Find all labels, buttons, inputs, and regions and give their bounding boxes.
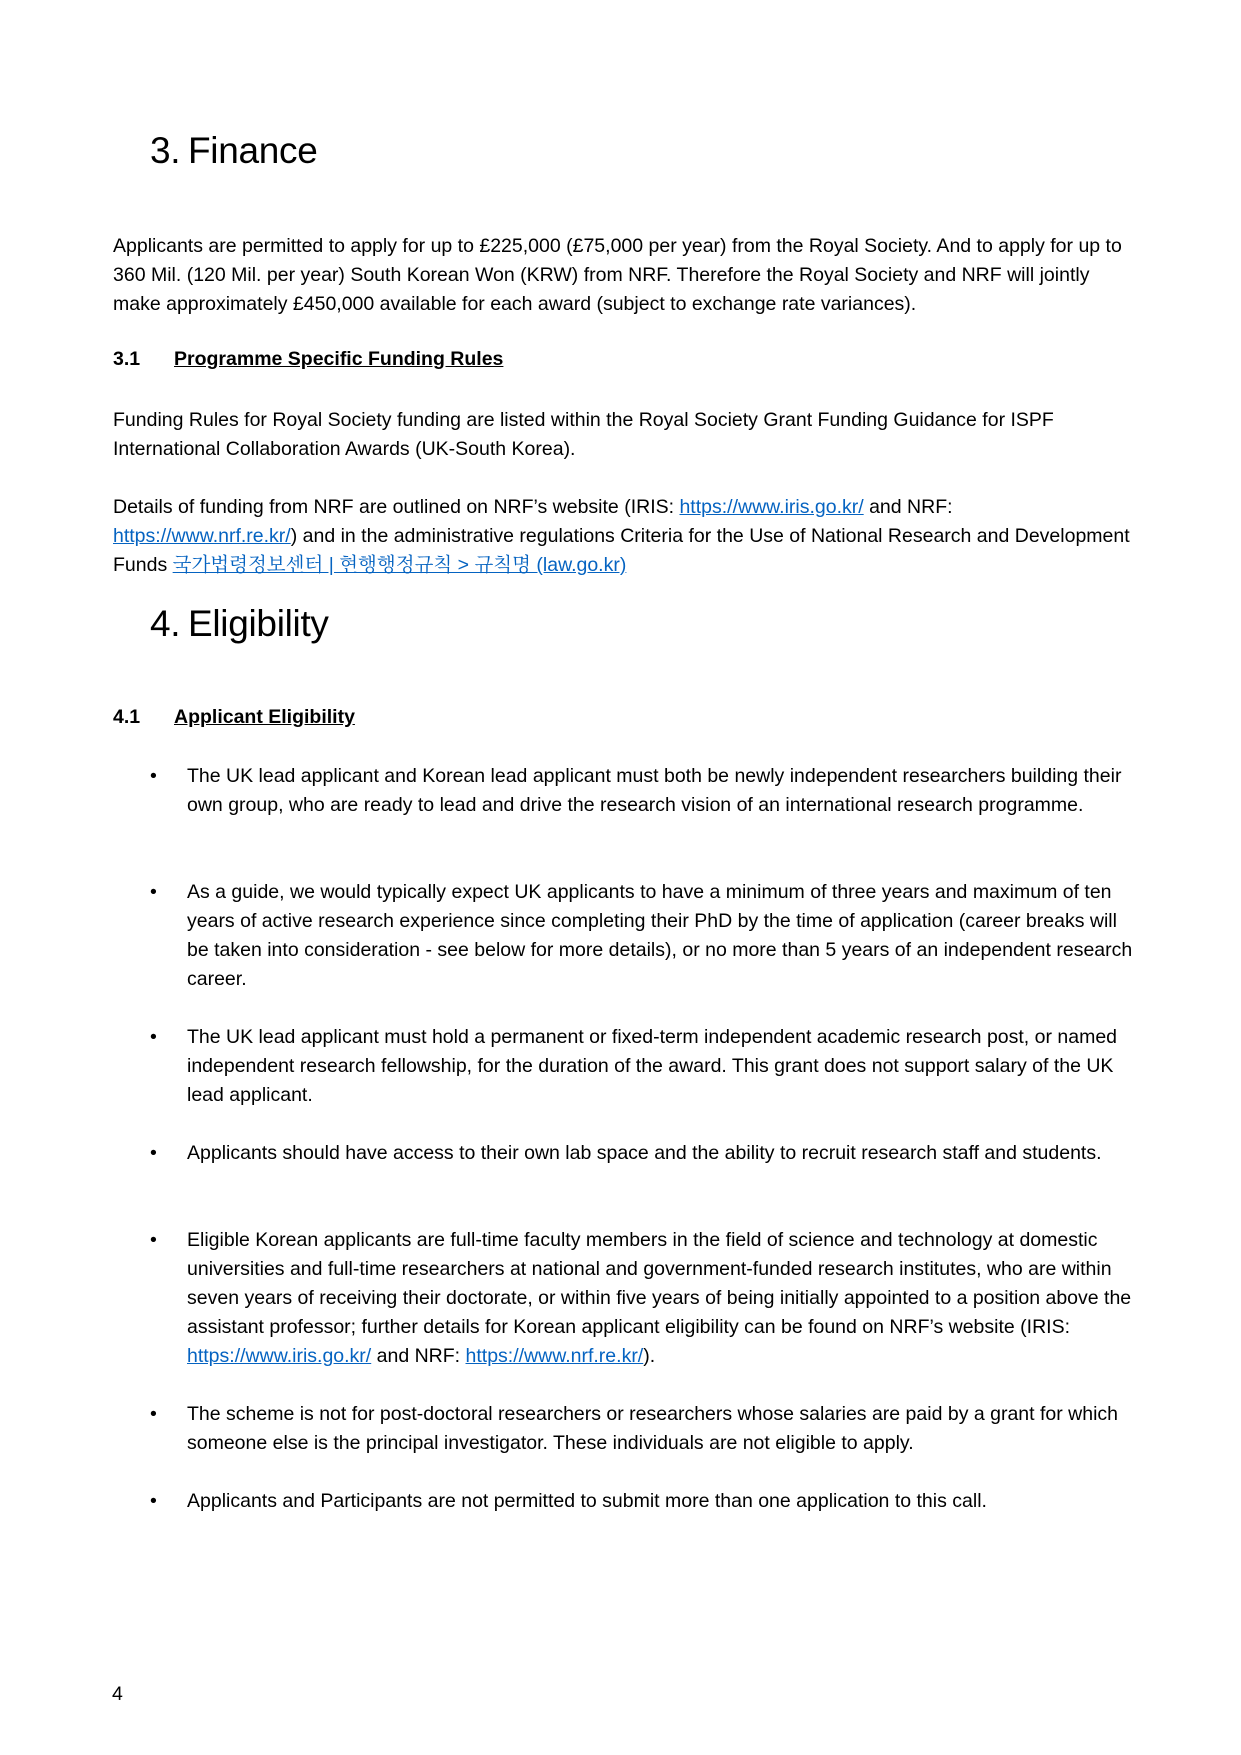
eligibility-bullet	[150, 1487, 1135, 1516]
subsection-number: 4.1	[113, 706, 141, 728]
subsection-heading-funding-rules	[113, 348, 503, 371]
section-title: Finance	[188, 130, 318, 171]
bullet-text: Applicants and Participants are not permitted to submit more than one application to this call.	[187, 1490, 987, 1512]
bullet-icon: •	[150, 1142, 157, 1164]
iris-link[interactable]: https://www.iris.go.kr/	[187, 1345, 372, 1367]
text: and NRF:	[863, 496, 953, 518]
bullet-text: The scheme is not for post-doctoral researchers or researchers whose salaries are paid by a grant for which someone else is the principal investigator. These individuals are not eligible to apply.	[187, 1403, 1119, 1454]
section-title: Eligibility	[188, 603, 329, 644]
subsection-number: 3.1	[113, 348, 141, 370]
text: and NRF:	[371, 1345, 466, 1367]
bullet-icon: •	[150, 765, 157, 787]
section-heading-eligibility	[150, 603, 329, 645]
bullet-icon: •	[150, 1403, 157, 1425]
eligibility-bullet-korean	[150, 1226, 1135, 1371]
bullet-text: The UK lead applicant must hold a permanent or fixed-term independent academic research post, or named independent research fellowship, for the duration of the award. This grant does not support salary of the UK lead applicant.	[187, 1026, 1118, 1106]
text: Details of funding from NRF are outlined on NRF’s website (IRIS:	[113, 496, 680, 518]
bullet-icon: •	[150, 1026, 157, 1048]
eligibility-bullet	[150, 878, 1135, 994]
section-number: 4.	[150, 603, 181, 644]
text: ) and in the administrative regulations Criteria for the Use of National Research and Development Funds	[113, 525, 1130, 576]
page-number: 4	[112, 1683, 123, 1705]
bullet-icon: •	[150, 1229, 157, 1251]
section-heading-finance	[150, 130, 318, 172]
finance-intro-paragraph: Applicants are permitted to apply for up to £225,000 (£75,000 per year) from the Royal Society. And to apply for up to 360 Mil. (120 Mil. per year) South Korean Won (KRW) from NRF. Therefore the Royal Society and NRF will jointly make approximately £450,000 available for each award (subject to exchange rate variances).	[113, 235, 1122, 315]
iris-link[interactable]: https://www.iris.go.kr/	[679, 496, 864, 518]
eligibility-bullet	[150, 1400, 1135, 1458]
law-link[interactable]: 국가법령정보센터 | 현행행정규칙 > 규칙명 (law.go.kr)	[172, 554, 627, 576]
bullet-text-with-links	[187, 1226, 1135, 1371]
nrf-funding-paragraph	[113, 493, 1133, 580]
bullet-text: Applicants should have access to their own lab space and the ability to recruit research staff and students.	[187, 1142, 1102, 1164]
bullet-text: As a guide, we would typically expect UK applicants to have a minimum of three years and maximum of ten years of active research experience since completing their PhD by the time of application (career breaks will be taken into consideration - see below for more details), or no more than 5 years of an independent research career.	[187, 881, 1133, 990]
eligibility-bullet	[150, 1023, 1135, 1110]
subsection-heading-applicant-eligibility	[113, 706, 355, 729]
bullet-icon: •	[150, 881, 157, 903]
text: Eligible Korean applicants are full-time faculty members in the field of science and technology at domestic universities and full-time researchers at national and government-funded research institutes, who are within seven years of receiving their doctorate, or within five years of being initially appointed to a position above the assistant professor; further details for Korean applicant eligibility can be found on NRF’s website (IRIS:	[187, 1229, 1132, 1338]
funding-rules-paragraph: Funding Rules for Royal Society funding are listed within the Royal Society Grant Funding Guidance for ISPF International Collaboration Awards (UK-South Korea).	[113, 409, 1054, 460]
bullet-text: The UK lead applicant and Korean lead applicant must both be newly independent researchers building their own group, who are ready to lead and drive the research vision of an international research programme.	[187, 765, 1122, 816]
eligibility-bullet	[150, 1139, 1135, 1168]
subsection-title: Programme Specific Funding Rules	[174, 348, 504, 370]
bullet-icon: •	[150, 1490, 157, 1512]
nrf-link[interactable]: https://www.nrf.re.kr/	[465, 1345, 644, 1367]
nrf-link[interactable]: https://www.nrf.re.kr/	[113, 525, 291, 547]
eligibility-bullet	[150, 762, 1135, 820]
text: ).	[643, 1345, 656, 1367]
section-number: 3.	[150, 130, 181, 171]
subsection-title: Applicant Eligibility	[174, 706, 355, 728]
